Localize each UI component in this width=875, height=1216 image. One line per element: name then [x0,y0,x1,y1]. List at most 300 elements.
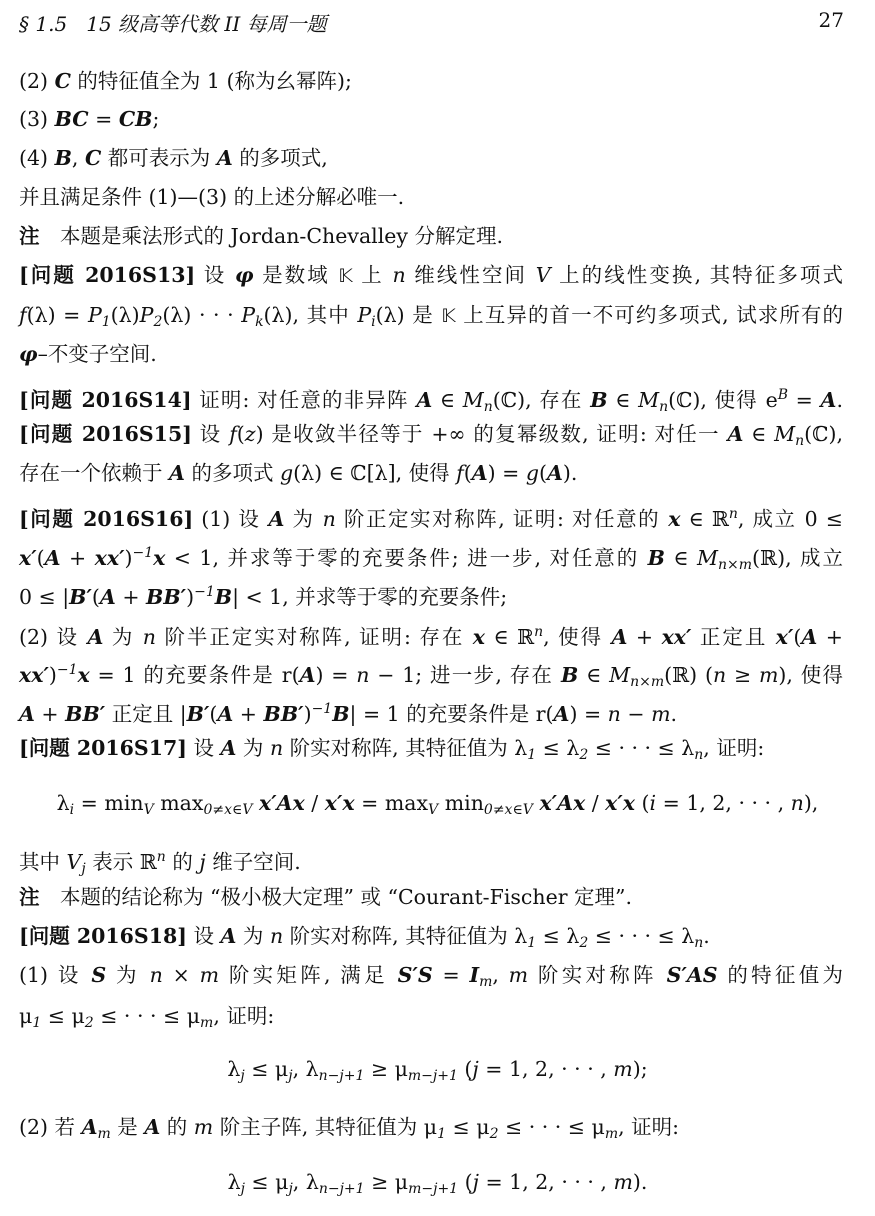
text-segment: –不变子空间. [37,342,157,366]
text-segment: [问题 2016S16] [19,507,194,531]
text-segment: ( [209,702,218,726]
text-segment: 阶实对称阵, 其特征值为 λ [283,924,528,948]
text-segment: (λ), 其中 [263,303,358,327]
text-segment: B [590,388,608,412]
text-segment: 是数域 [253,263,339,287]
text-segment: 上的线性变换, 其特征多项式 [550,263,843,287]
text-segment: μ [19,1004,33,1028]
text-segment: m [479,974,493,990]
text-segment: 维线性空间 [405,263,536,287]
text-segment: , 证明: [618,1115,680,1139]
text-segment: f [19,303,27,327]
text-segment: ≤ · · · ≤ λ [588,736,695,760]
text-line-l08 [19,339,843,369]
text-segment: A [553,702,570,726]
text-segment: A [81,1115,98,1139]
text-segment: ( [91,585,100,609]
text-segment: B [54,146,72,170]
text-segment: = 1, 2, · · · , [478,1057,614,1081]
running-header [19,8,844,38]
text-segment: min [104,791,144,815]
text-segment: = 1, 2, · · · , [656,791,791,815]
text-segment: ≤ μ [244,1057,289,1081]
text-line-l21 [19,882,843,912]
text-segment: n [712,663,727,687]
text-segment: , 使得 [543,625,612,649]
text-segment: [问题 2016S13] [19,263,196,287]
text-segment: P [241,303,256,327]
text-segment: n [156,849,166,865]
text-segment: 1 [437,1126,447,1142]
text-segment: ∈ [664,546,697,570]
text-segment: ∈ [607,388,639,412]
text-segment: (2) [19,69,55,93]
text-segment: B [561,663,579,687]
text-segment: 2 [489,1126,499,1142]
text-segment: n [728,506,738,522]
text-segment: , [71,146,85,170]
text-segment: n [795,433,805,449]
text-segment: A [727,422,744,446]
text-segment: ( [539,461,548,485]
text-segment: + [627,625,662,649]
text-segment: n [790,791,804,815]
text-segment: 是 [110,1115,145,1139]
text-segment: (ℂ), [804,422,843,446]
text-segment: P [357,303,372,327]
text-segment: n−j+1 [318,1181,365,1197]
text-segment: j [240,1068,245,1084]
text-segment: n [356,663,370,687]
text-segment: ), 使得 [778,663,843,687]
text-segment: m [193,1115,214,1139]
text-segment: x′Ax [539,791,586,815]
text-segment: 2 [84,1015,94,1031]
text-segment: A [547,461,563,485]
text-segment: 存在一个依赖于 [19,461,170,485]
text-segment: φ [234,263,254,287]
text-segment: + [60,546,95,570]
text-segment: = [74,791,105,815]
text-line-l15 [19,617,843,647]
text-segment: (λ) · · · [162,303,242,327]
text-segment: x [472,625,485,649]
text-segment: (λ) = [26,303,88,327]
text-segment: 1 [101,314,111,330]
text-segment: n [607,702,621,726]
text-segment: M [462,388,484,412]
text-segment: n [659,399,669,415]
text-segment: ) 是收敛半径等于 +∞ 的复幂级数, 证明: 对任一 [255,422,728,446]
text-segment: BB′ [65,702,106,726]
text-line-l27 [0,1167,875,1197]
text-segment: m [508,963,529,987]
text-segment: A [299,663,316,687]
text-segment: A [611,625,628,649]
text-segment: B′ [69,585,92,609]
text-segment: , 证明: [213,1004,275,1028]
text-segment: A [820,388,837,412]
text-segment: M [697,546,718,570]
text-segment: ) [186,585,195,609]
text-segment: . [836,388,843,412]
text-segment: A [44,546,61,570]
text-line-l24 [19,1001,843,1031]
text-segment: 注 [19,885,40,909]
text-segment: 的 [160,1115,194,1139]
text-segment: A [471,461,488,485]
text-segment: ( [236,422,245,446]
text-segment: 的特征值为 [717,963,843,987]
text-segment: n [269,924,284,948]
text-segment: C [84,146,102,170]
text-segment: × [162,963,200,987]
text-segment: φ [19,342,38,366]
text-segment: A [19,702,35,726]
text-segment: ∈ [578,663,610,687]
text-segment: A [220,736,237,760]
text-segment: −1 [56,662,78,678]
text-segment: n [322,507,336,531]
text-segment: 0≠x∈V [203,802,253,818]
text-segment: 阶正定实对称阵, 证明: 对任意的 [335,507,669,531]
text-segment: x [77,663,90,687]
text-segment: 并且满足条件 (1)—(3) 的上述分解必唯一. [19,185,405,209]
text-segment: m [758,663,779,687]
text-segment: P [87,303,102,327]
text-segment: A [801,625,818,649]
text-segment: ≥ μ [364,1057,408,1081]
text-line-l07 [19,300,843,330]
text-segment: xx′ [19,663,49,687]
text-segment: m [613,1170,633,1194]
text-segment: + [817,625,843,649]
text-segment: 为 [106,963,150,987]
text-segment: 注 [19,224,40,248]
text-line-l22 [19,921,843,951]
text-segment: , λ [292,1057,319,1081]
text-segment: λ [56,791,70,815]
text-segment: + [233,702,264,726]
text-segment: min [444,791,484,815]
text-segment: ( [463,461,472,485]
text-segment: = [88,107,119,131]
text-segment: (ℝ) ( [664,663,713,687]
text-segment: B [214,585,233,609]
text-segment: z [244,422,256,446]
text-segment: f [229,422,237,446]
text-line-l23 [19,960,843,990]
text-segment: j [288,1068,293,1084]
text-segment: 阶实矩阵, 满足 [219,963,398,987]
text-segment: ≤ · · · ≤ λ [588,924,695,948]
text-segment: −1 [132,545,154,561]
text-segment: 0 ≤ | [19,585,70,609]
text-segment: [问题 2016S14] [19,388,192,412]
text-segment: = [354,791,385,815]
text-segment: , 证明: [703,736,765,760]
text-segment: ( [36,546,45,570]
text-segment: C [54,69,71,93]
text-segment: x′Ax [259,791,305,815]
text-segment: 0≠x∈V [483,802,533,818]
text-segment: , [492,963,509,987]
text-line-l02 [19,104,843,134]
text-segment: P [139,303,154,327]
text-line-l17 [19,694,843,724]
text-segment: xx′ [661,625,692,649]
text-segment: (ℝ), 成立 [752,546,843,570]
text-segment: (ℂ), 使得 e [668,388,778,412]
text-segment: M [609,663,631,687]
text-line-l16 [19,655,843,690]
text-segment: S [91,963,107,987]
text-segment: 2 [579,935,589,951]
text-segment: 为 [236,736,270,760]
text-segment: + [34,702,66,726]
text-segment: M [774,422,796,446]
text-segment: ( [458,1170,473,1194]
text-segment: ≤ · · · ≤ μ [93,1004,201,1028]
text-line-l01 [19,66,843,96]
text-segment: A [268,507,285,531]
text-segment: 正定且 [691,625,776,649]
text-segment: ≤ μ [244,1170,289,1194]
text-segment: 设 [186,924,221,948]
text-segment: j [472,1057,479,1081]
header-title: 15 级高等代数 II 每周一题 [86,12,327,36]
text-segment: B [647,546,665,570]
text-segment: A [220,924,237,948]
text-segment: 2 [579,747,589,763]
text-segment: 阶实对称阵 [528,963,667,987]
text-segment: B [777,387,789,403]
text-segment: m−j+1 [408,1181,459,1197]
text-segment: / [304,791,325,815]
text-line-l04 [19,182,843,212]
text-segment: | = 1 的充要条件是 r( [349,702,554,726]
text-segment: [问题 2016S15] [19,422,192,446]
text-segment: V [428,802,439,818]
text-segment: j [288,1181,293,1197]
text-segment: n [392,263,406,287]
text-segment: . [703,924,710,948]
text-segment: S′AS [666,963,718,987]
text-segment: x′x [324,791,355,815]
text-segment: ≤ · · · ≤ μ [498,1115,605,1139]
text-segment: i [69,802,75,818]
text-segment: n [149,963,163,987]
text-segment: ≤ μ [41,1004,85,1028]
text-segment: (2) 若 [19,1115,82,1139]
text-segment: [问题 2016S17] [19,736,187,760]
text-segment: , 成立 0 ≤ [737,507,843,531]
text-segment: = [788,388,821,412]
text-segment: V [535,263,551,287]
text-segment: n×m [630,674,665,690]
text-segment: 都可表示为 [101,146,217,170]
text-segment: B [332,702,350,726]
text-line-l26 [19,1112,843,1142]
text-segment: j [472,1170,479,1194]
text-segment: BB′ [146,585,187,609]
text-segment: 为 [284,507,323,531]
text-segment: = [432,963,470,987]
text-segment: ) = [487,461,526,485]
text-segment: m [200,1015,214,1031]
text-line-l18 [19,733,843,763]
text-segment: (1) 设 [193,507,269,531]
text-segment: 2 [153,314,163,330]
text-segment: i [649,791,657,815]
text-segment: j [199,850,206,874]
text-segment: 本题是乘法形式的 Jordan-Chevalley 分解定理. [39,224,504,248]
text-segment: 𝕂 [441,305,456,327]
text-segment: ). [562,461,578,485]
text-segment: 设 [191,422,230,446]
text-segment: m−j+1 [407,1068,458,1084]
text-line-l14 [19,577,843,607]
text-segment: i [371,314,376,330]
text-segment: n [534,624,544,640]
text-segment: A [217,702,234,726]
text-segment: m [199,963,220,987]
text-segment: (λ) ∈ ℂ[λ], 使得 [293,461,457,485]
text-segment: x [153,546,166,570]
text-segment: 上 [352,263,393,287]
text-segment: ). [632,1170,648,1194]
text-segment: ) [303,702,312,726]
text-segment: ) [48,663,57,687]
text-segment: BB′ [263,702,304,726]
text-segment: 1 [527,747,537,763]
text-segment: A [99,585,116,609]
text-line-l11 [19,458,843,488]
text-segment: 阶实对称阵, 其特征值为 λ [283,736,528,760]
text-segment: 𝕂 [338,265,353,287]
text-segment: n [483,399,493,415]
text-segment: ); [632,1057,648,1081]
text-segment: 为 [103,625,143,649]
text-segment: g [279,461,294,485]
text-segment: ∈ [432,388,463,412]
text-segment: λ [227,1170,241,1194]
text-segment: g [525,461,540,485]
text-segment: [问题 2016S18] [19,924,187,948]
text-segment: ), [803,791,819,815]
text-segment: 设 [195,263,235,287]
text-segment: (4) [19,146,55,170]
text-segment: 为 [236,924,270,948]
text-segment: ( [793,625,802,649]
text-segment: m [97,1126,111,1142]
text-segment: (ℂ), 存在 [492,388,591,412]
text-line-l25 [0,1054,875,1084]
text-segment: m [604,1126,619,1142]
section-number: § 1.5 [19,12,68,36]
text-line-l09 [19,380,843,415]
text-segment: BC [54,107,89,131]
text-segment: 1 [527,935,537,951]
text-segment: ≥ μ [364,1170,409,1194]
text-segment: (1) 设 [19,963,92,987]
text-line-l12 [19,499,843,529]
text-segment: (3) [19,107,55,131]
text-segment: n [694,935,704,951]
text-segment: n [142,625,156,649]
text-segment: − [620,702,652,726]
text-segment: A [87,625,104,649]
text-segment: −1 [311,701,333,717]
text-segment: 设 [186,736,221,760]
text-segment: A [216,146,233,170]
text-segment: , λ [292,1170,319,1194]
text-segment: x′x [605,791,636,815]
text-segment: 正定且 | [105,702,187,726]
text-line-l06 [19,260,843,290]
text-segment: n×m [718,557,753,573]
text-segment: 的特征值全为 1 (称为幺幂阵); [70,69,352,93]
text-segment: k [255,314,264,330]
text-segment: j [240,1181,245,1197]
text-segment: max [160,791,204,815]
text-segment: < 1, 并求等于零的充要条件; 进一步, 对任意的 [165,546,648,570]
text-segment: ≥ [726,663,759,687]
text-segment: n [269,736,284,760]
text-segment: (λ) 是 [375,303,442,327]
text-segment: CB [118,107,153,131]
text-segment: ( [457,1057,473,1081]
text-segment: xx′ [94,546,125,570]
text-segment: B′ [186,702,210,726]
text-segment: 的多项式, [232,146,328,170]
text-segment: ∈ ℝ [484,625,535,649]
page-number: 27 [818,8,844,32]
text-segment: 阶主子阵, 其特征值为 μ [213,1115,438,1139]
text-segment: M [638,388,660,412]
text-segment: A [416,388,433,412]
text-segment: / [585,791,606,815]
text-segment: ≤ λ [536,736,580,760]
text-segment: x [668,507,681,531]
text-segment: 的 [165,850,200,874]
text-segment: f [456,461,464,485]
text-segment: | < 1, 并求等于零的充要条件; [232,585,508,609]
text-segment: 阶半正定实对称阵, 证明: 存在 [155,625,473,649]
text-segment: max [384,791,429,815]
text-segment: ) [124,546,133,570]
text-segment: + [115,585,147,609]
text-line-l05 [19,221,843,251]
text-segment: 表示 ℝ [85,850,157,874]
text-line-l03 [19,143,843,173]
text-segment: ) = [315,663,357,687]
text-segment: A [169,461,185,485]
text-line-l10 [19,419,843,449]
text-segment: ≤ λ [536,924,580,948]
text-segment: V [143,802,154,818]
text-segment: j [81,861,86,877]
text-line-l20 [19,842,843,877]
text-segment: 证明: 对任意的非异阵 [191,388,417,412]
text-segment: I [469,963,480,987]
text-segment: 维子空间. [205,850,301,874]
text-segment: x′ [19,546,37,570]
text-segment: A [144,1115,161,1139]
text-segment: ) = [569,702,608,726]
text-segment: λ [227,1057,241,1081]
text-segment: 的多项式 [184,461,280,485]
